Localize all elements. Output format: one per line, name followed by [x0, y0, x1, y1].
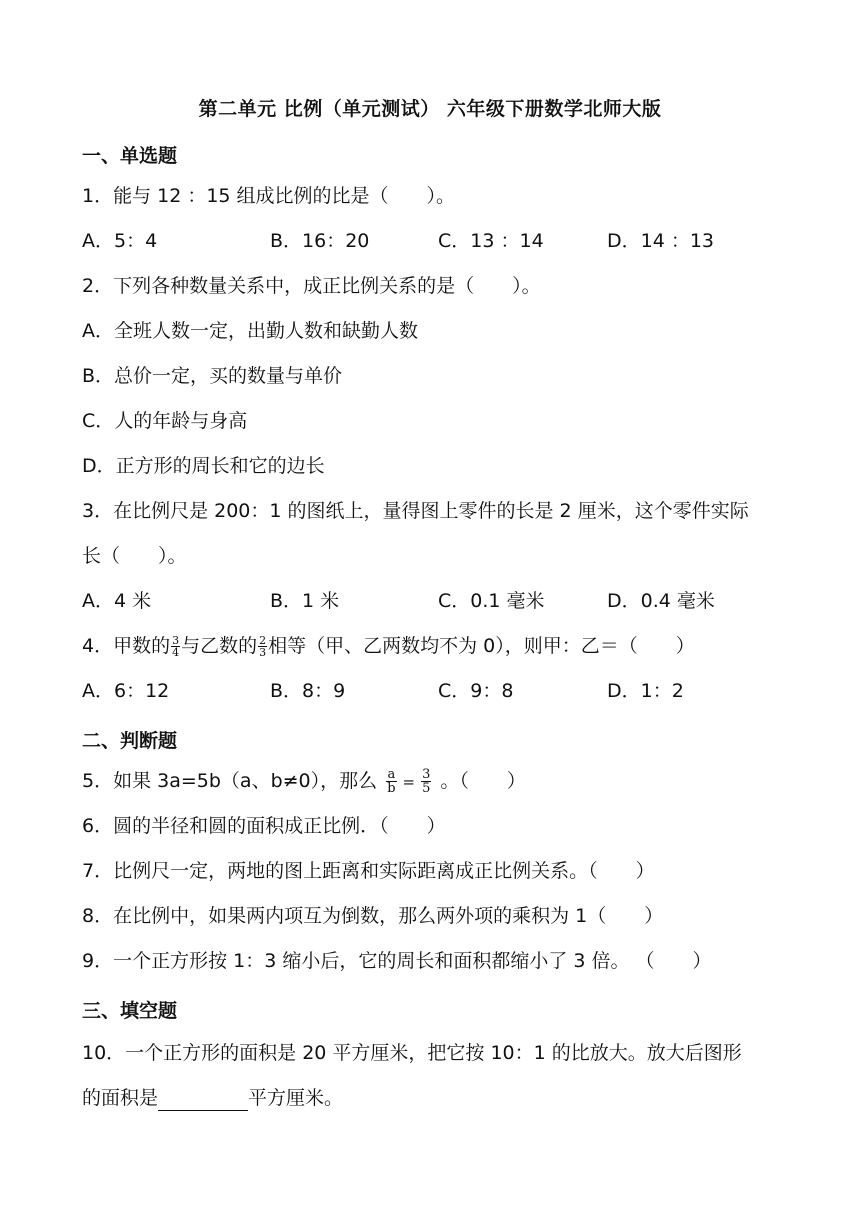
question-3-line-1: 3．在比例尺是 200：1 的图纸上，量得图上零件的长是 2 厘米，这个零件实际	[82, 500, 749, 522]
q2-option-c: C．人的年龄与身高	[82, 410, 248, 432]
q1-option-d: D．14 ：13	[607, 230, 715, 252]
q5-part-2: 。（ ）	[434, 770, 526, 792]
q10-answer-blank[interactable]	[158, 1092, 248, 1111]
q5-fraction-2-num: 3	[422, 767, 431, 782]
q2-option-b: B．总价一定，买的数量与单价	[82, 365, 343, 387]
question-9: 9．一个正方形按 1：3 缩小后，它的周长和面积都缩小了 3 倍。 （ ）	[82, 950, 712, 972]
q4-option-c: C．9：8	[438, 680, 514, 702]
q5-part-1: 5．如果 3a=5b（a、b≠0），那么	[82, 770, 384, 792]
section-heading-3: 三、填空题	[82, 1000, 178, 1022]
q3-option-d: D．0.4 毫米	[607, 590, 715, 612]
q4-part-3: 相等（甲、乙两数均不为 0），则甲：乙＝（ ）	[268, 635, 695, 657]
q3-option-b: B．1 米	[270, 590, 340, 612]
q2-option-d: D．正方形的周长和它的边长	[82, 455, 325, 477]
q5-fraction-1-den: b	[387, 781, 396, 796]
q4-option-a: A．6：12	[82, 680, 170, 702]
question-8: 8．在比例中，如果两内项互为倒数，那么两外项的乘积为 1（ ）	[82, 905, 664, 927]
q4-option-d: D．1：2	[607, 680, 684, 702]
q10-part-2: 平方厘米。	[248, 1087, 344, 1109]
question-10-line-1: 10．一个正方形的面积是 20 平方厘米，把它按 10：1 的比放大。放大后图形	[82, 1042, 742, 1064]
question-3-line-2: 长（ ）。	[82, 545, 187, 567]
q4-option-b: B．8：9	[270, 680, 346, 702]
q5-fraction-1-num: a	[387, 767, 396, 782]
question-6: 6．圆的半径和圆的面积成正比例．（ ）	[82, 815, 446, 837]
q4-fraction-2-num: 2	[259, 634, 267, 647]
question-2: 2．下列各种数量关系中，成正比例关系的是（ ）。	[82, 275, 541, 297]
q4-fraction-1	[171, 635, 180, 658]
q5-fraction-2	[421, 768, 431, 795]
question-5	[82, 768, 526, 795]
q4-fraction-2	[258, 635, 267, 658]
q4-fraction-1-den: 4	[172, 646, 180, 659]
question-10-line-2	[82, 1085, 343, 1111]
q5-equals: =	[402, 773, 416, 791]
q2-option-a: A．全班人数一定，出勤人数和缺勤人数	[82, 320, 418, 342]
q3-option-c: C．0.1 毫米	[438, 590, 545, 612]
page-title: 第二单元 比例（单元测试） 六年级下册数学北师大版	[198, 98, 662, 120]
q4-part-1: 4．甲数的	[82, 635, 171, 657]
q10-part-1: 的面积是	[82, 1087, 159, 1109]
q4-fraction-2-den: 3	[259, 646, 267, 659]
q5-fraction-1	[386, 768, 396, 795]
q4-part-2: 与乙数的	[181, 635, 258, 657]
q1-option-a: A．5：4	[82, 230, 158, 252]
question-1: 1．能与 12 ：15 组成比例的比是（ ）。	[82, 185, 456, 207]
q3-option-a: A．4 米	[82, 590, 152, 612]
q1-option-c: C．13 ：14	[438, 230, 544, 252]
question-4	[82, 633, 695, 659]
section-heading-1: 一、单选题	[82, 145, 178, 167]
q5-fraction-2-den: 5	[422, 781, 431, 796]
q4-fraction-1-num: 3	[172, 634, 180, 647]
question-7: 7．比例尺一定，两地的图上距离和实际距离成正比例关系。（ ）	[82, 860, 655, 882]
section-heading-2: 二、判断题	[82, 730, 178, 752]
q1-option-b: B．16：20	[270, 230, 370, 252]
